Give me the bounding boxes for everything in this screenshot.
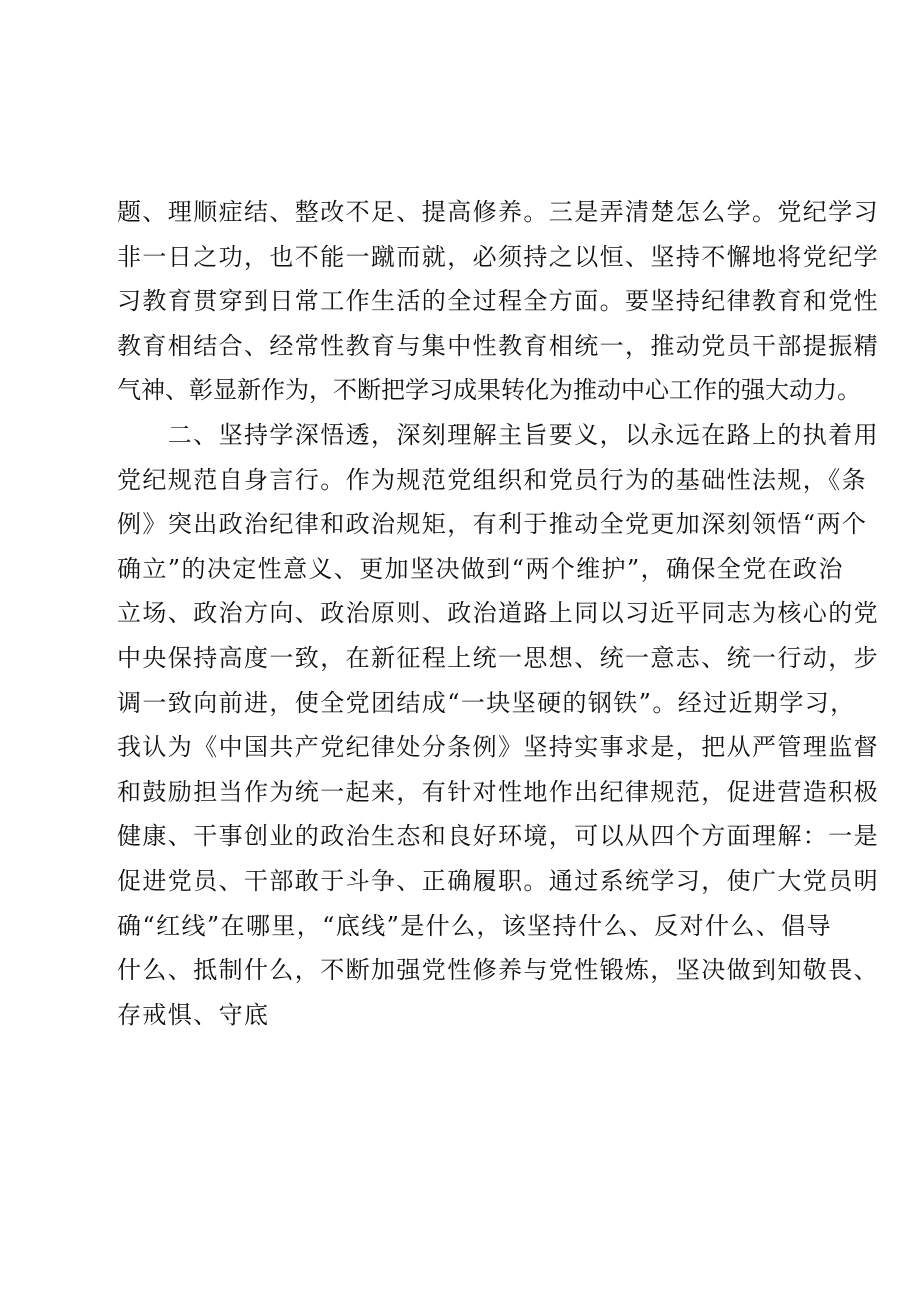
- text-line-18: 什么、抵制什么，不断加强党性修养与党性锻炼，坚决做到知敬畏、: [117, 956, 879, 985]
- text-line-6: 二、坚持学深悟透，深刻理解主旨要义，以永远在路上的执着用: [117, 420, 879, 449]
- document-body: [117, 190, 879, 1037]
- text-line-13: 我认为《中国共产党纪律处分条例》坚持实事求是，把从严管理监督: [117, 733, 879, 762]
- text-line-1: 题、理顺症结、整改不足、提高修养。三是弄清楚怎么学。党纪学习: [117, 198, 879, 226]
- text-line-9: 确立”的决定性意义、更加坚决做到“两个维护”，确保全党在政治: [117, 554, 844, 583]
- text-line-11: 中央保持高度一致，在新征程上统一思想、统一意志、统一行动，步: [117, 643, 879, 672]
- text-line-17: 确“红线”在哪里，“底线”是什么，该坚持什么、反对什么、倡导: [117, 911, 833, 940]
- text-line-10: 立场、政治方向、政治原则、政治道路上同以习近平同志为核心的党: [117, 599, 879, 628]
- text-line-7: 党纪规范自身言行。作为规范党组织和党员行为的基础性法规，《条: [117, 465, 867, 494]
- text-line-14: 和鼓励担当作为统一起来，有针对性地作出纪律规范，促进营造积极: [117, 777, 879, 806]
- text-line-16: 促进党员、干部敢于斗争、正确履职。通过系统学习，使广大党员明: [117, 866, 879, 895]
- text-line-15: 健康、干事创业的政治生态和良好环境，可以从四个方面理解：一是: [117, 822, 879, 851]
- text-line-5: 气神、彰显新作为，不断把学习成果转化为推动中心工作的强大动力。: [117, 376, 861, 405]
- text-line-8: 例》突出政治纪律和政治规矩，有利于推动全党更加深刻领悟“两个: [117, 510, 868, 539]
- text-line-4: 教育相结合、经常性教育与集中性教育相统一，推动党员干部提振精: [117, 331, 879, 360]
- text-line-3: 习教育贯穿到日常工作生活的全过程全方面。要坚持纪律教育和党性: [117, 287, 879, 316]
- text-line-19: 存戒惧、守底: [117, 1000, 270, 1029]
- text-line-2: 非一日之功，也不能一蹴而就，必须持之以恒、坚持不懈地将党纪学: [117, 242, 879, 271]
- text-line-12: 调一致向前进，使全党团结成“一块坚硬的钢铁”。经过近期学习，: [117, 688, 856, 717]
